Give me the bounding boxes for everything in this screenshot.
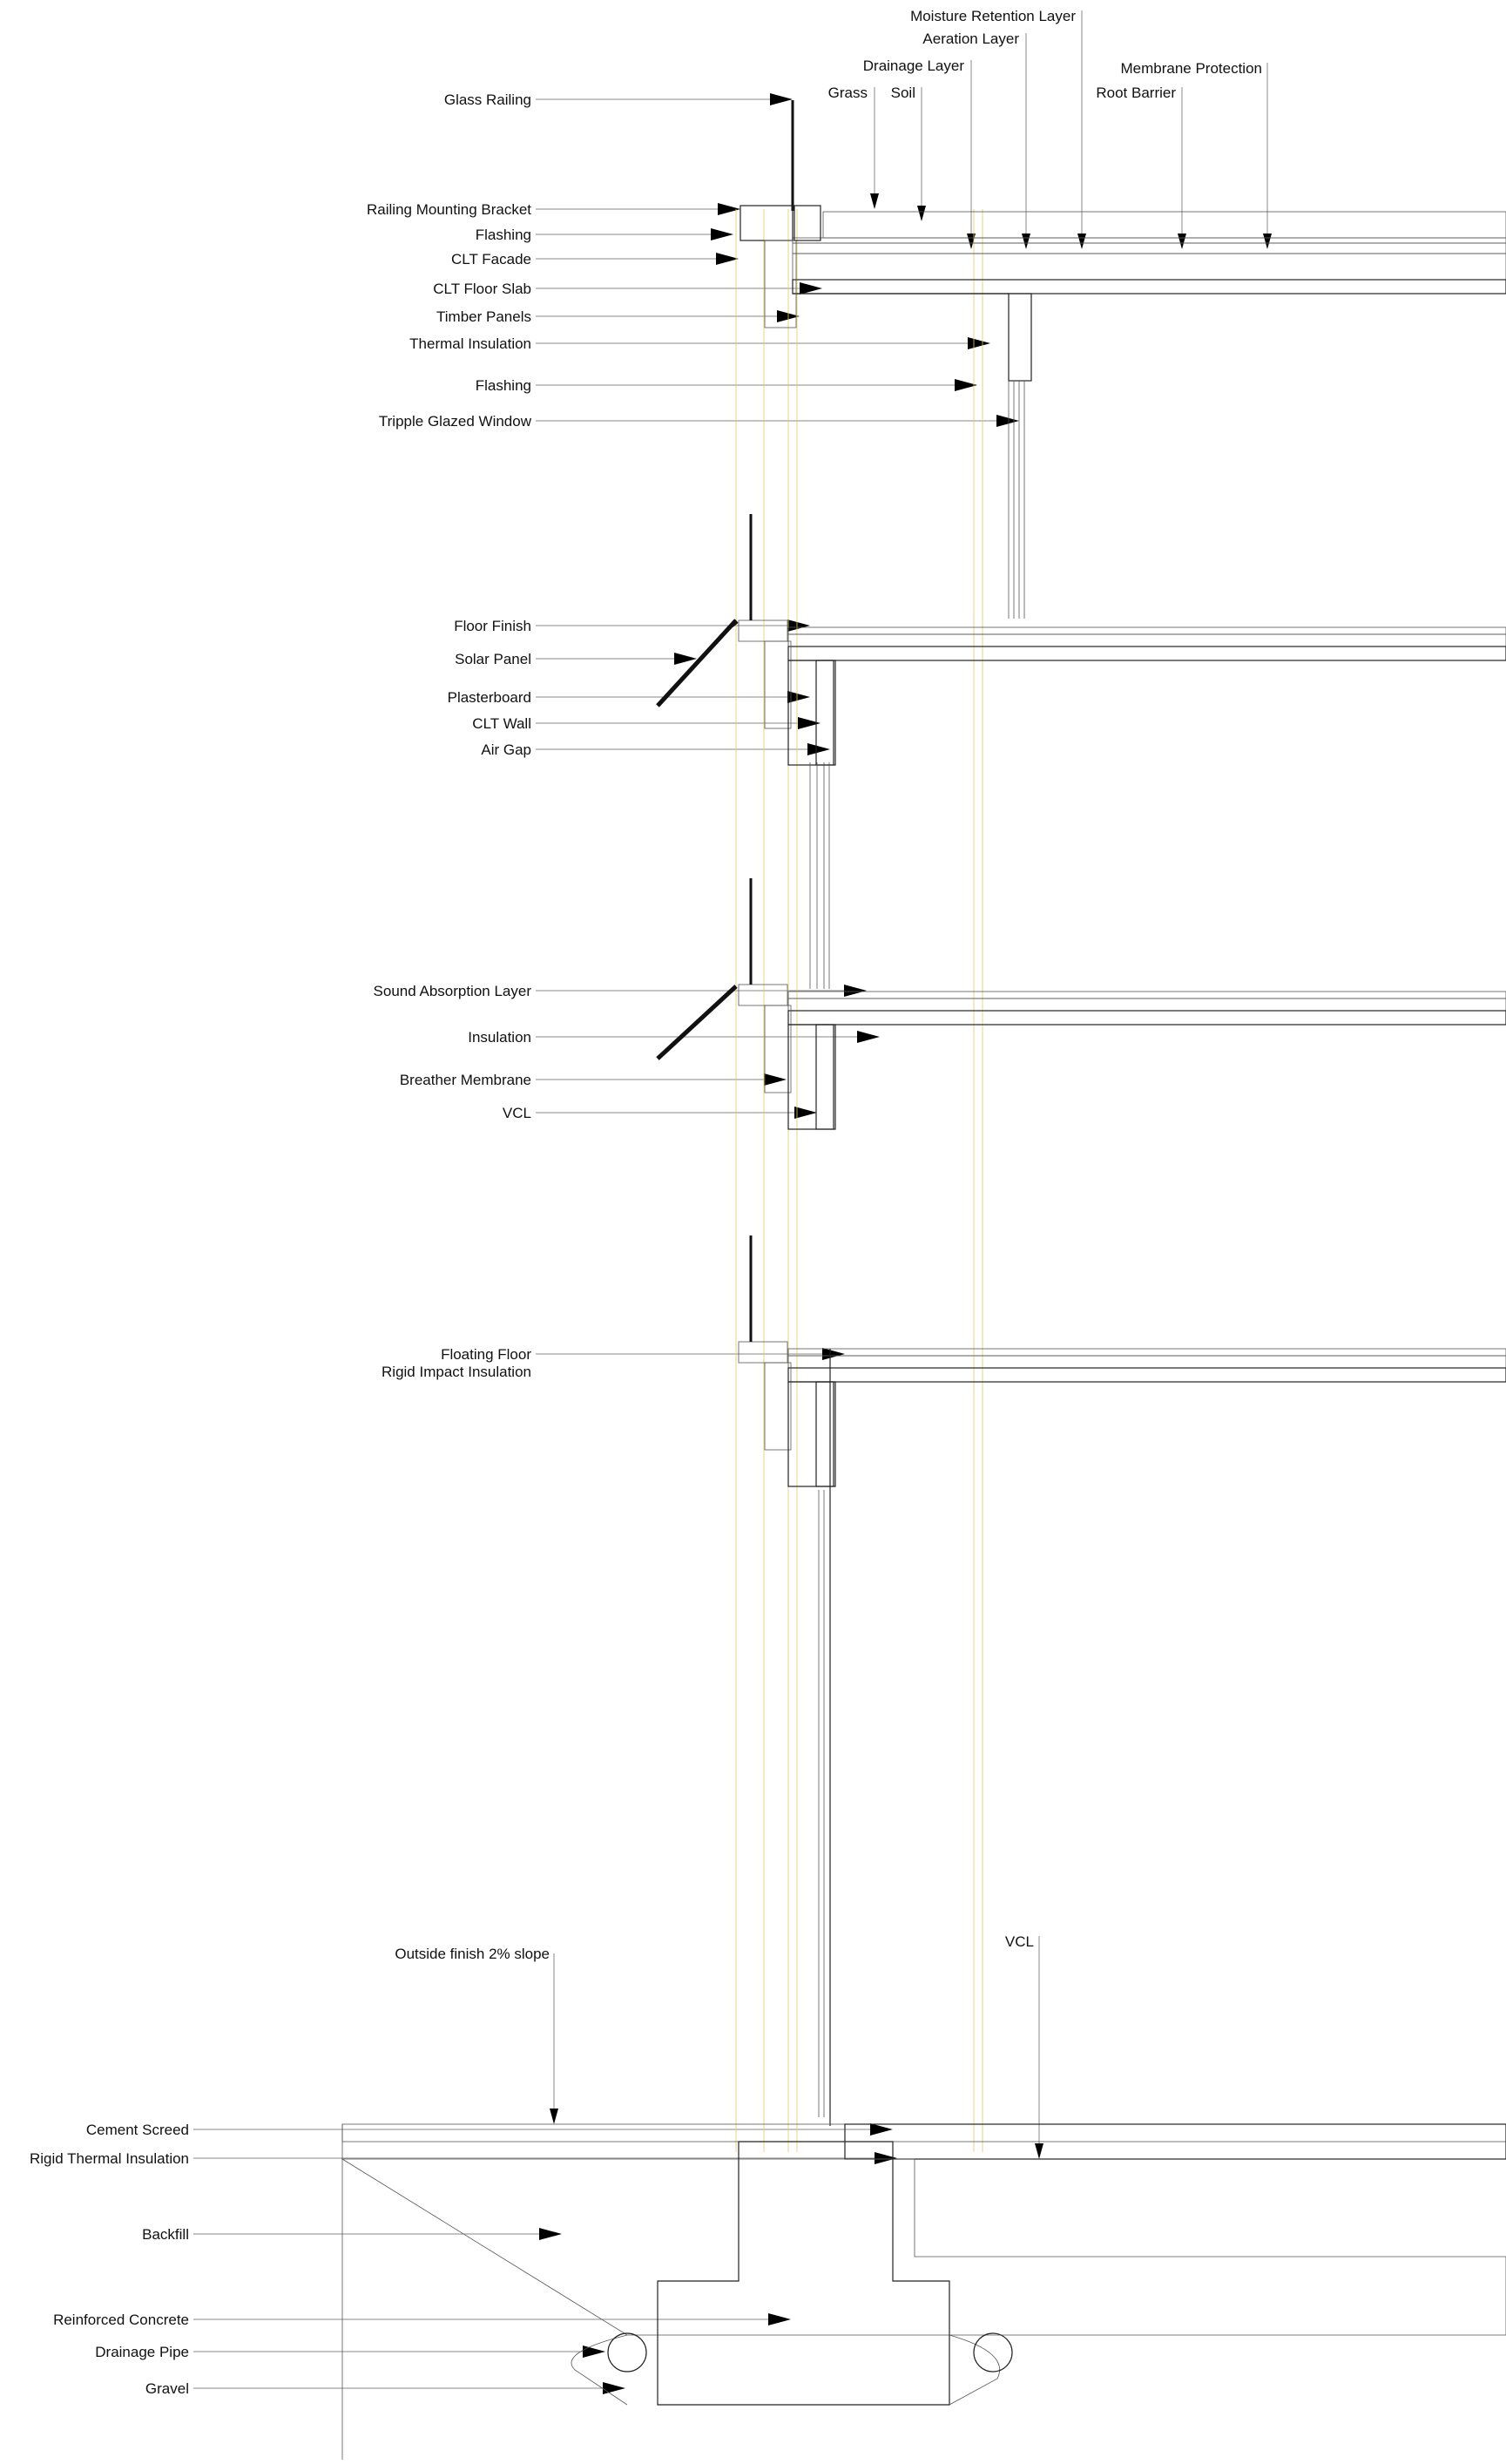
arrowhead-backfill bbox=[539, 2228, 562, 2240]
label-timber-panels: Timber Panels bbox=[436, 308, 531, 325]
arrowhead-gravel bbox=[603, 2382, 625, 2394]
label-clt-facade: CLT Facade bbox=[451, 251, 531, 267]
floor-2-edge bbox=[739, 985, 787, 1005]
arrowhead-tripple-glazed-window bbox=[996, 415, 1019, 427]
label-floor-finish: Floor Finish bbox=[454, 618, 531, 634]
solar-panel-1 bbox=[658, 620, 737, 706]
label-layer bbox=[30, 8, 1272, 2397]
arrowhead-aeration-layer bbox=[1022, 234, 1030, 249]
arrowhead-floor-finish bbox=[787, 619, 810, 632]
label-clt-wall: CLT Wall bbox=[472, 715, 531, 732]
arrowhead-railing-mounting-bracket bbox=[718, 203, 740, 215]
roof-insulation-layer bbox=[793, 254, 1506, 280]
solar-panel-2 bbox=[658, 986, 736, 1059]
label-moisture-retention-layer: Moisture Retention Layer bbox=[910, 8, 1076, 24]
label-backfill: Backfill bbox=[142, 2226, 189, 2243]
roof-window-head bbox=[1009, 294, 1031, 381]
label-air-gap: Air Gap bbox=[481, 741, 531, 758]
label-aeration-layer: Aeration Layer bbox=[922, 30, 1019, 47]
label-clt-floor-slab: CLT Floor Slab bbox=[433, 281, 531, 297]
label-outside-finish: Outside finish 2% slope bbox=[395, 1946, 550, 1962]
floor-3-facade-panel bbox=[765, 1363, 791, 1450]
drainage-pipe-left bbox=[608, 2333, 646, 2372]
label-membrane-protection: Membrane Protection bbox=[1120, 60, 1262, 77]
label-gravel: Gravel bbox=[145, 2380, 189, 2397]
floor-3-wall-insulation bbox=[788, 1382, 834, 1486]
label-breather-membrane: Breather Membrane bbox=[399, 1072, 531, 1088]
arrowhead-membrane-protection bbox=[1263, 234, 1272, 249]
floor-2-clt-slab bbox=[788, 1011, 1506, 1025]
arrowhead-cement-screed bbox=[870, 2123, 893, 2136]
label-root-barrier: Root Barrier bbox=[1096, 85, 1176, 101]
arrowhead-insulation bbox=[857, 1031, 880, 1043]
arrowhead-floating-floor bbox=[822, 1348, 845, 1360]
floor-2-clt-wall bbox=[816, 1025, 835, 1129]
floor-3-impact-insulation bbox=[788, 1356, 1506, 1368]
label-flashing-window: Flashing bbox=[475, 377, 531, 394]
label-rigid-impact-insulation: Rigid Impact Insulation bbox=[382, 1364, 531, 1380]
arrowhead-sound-absorption-layer bbox=[844, 985, 867, 997]
floor-1-clt-slab bbox=[788, 646, 1506, 660]
arrowhead-root-barrier bbox=[1178, 234, 1186, 249]
label-rigid-thermal-insulation: Rigid Thermal Insulation bbox=[30, 2150, 189, 2167]
label-tripple-glazed-window: Tripple Glazed Window bbox=[378, 413, 531, 430]
arrowhead-thermal-insulation bbox=[968, 337, 990, 349]
reinforced-concrete-footing bbox=[658, 2142, 949, 2405]
floor-1-edge bbox=[739, 620, 787, 641]
arrowhead-flashing-top bbox=[711, 228, 733, 240]
arrowhead-vcl-wall bbox=[794, 1107, 817, 1119]
structure-layer bbox=[342, 100, 1506, 2460]
roof-soil-layer bbox=[823, 212, 1506, 238]
label-soil: Soil bbox=[890, 85, 915, 101]
floor-2-finish bbox=[788, 992, 1506, 998]
arrowhead-outside-finish bbox=[550, 2109, 558, 2124]
label-glass-railing: Glass Railing bbox=[443, 91, 531, 108]
roof-drainage-layer bbox=[793, 243, 1506, 254]
parapet-flashing bbox=[794, 206, 821, 240]
label-thermal-insulation: Thermal Insulation bbox=[409, 335, 531, 352]
label-drainage-pipe: Drainage Pipe bbox=[95, 2344, 189, 2360]
floor-3-edge bbox=[739, 1342, 787, 1363]
label-sound-absorption-layer: Sound Absorption Layer bbox=[373, 983, 531, 999]
label-vcl-wall: VCL bbox=[502, 1105, 531, 1121]
backfill-mass bbox=[342, 2159, 1506, 2335]
label-railing-mounting-bracket: Railing Mounting Bracket bbox=[367, 201, 531, 218]
label-solar-panel: Solar Panel bbox=[455, 651, 531, 667]
arrowhead-clt-wall bbox=[798, 717, 821, 729]
label-insulation: Insulation bbox=[468, 1029, 531, 1046]
arrowhead-rigid-thermal-insulation bbox=[875, 2152, 897, 2164]
arrowhead-drainage-layer bbox=[967, 234, 976, 249]
floor-3-clt-wall bbox=[816, 1382, 835, 1486]
roof-clt-slab bbox=[793, 280, 1506, 294]
label-vcl-ground: VCL bbox=[1004, 1933, 1034, 1950]
arrowhead-soil bbox=[917, 206, 926, 221]
arrowhead-glass-railing bbox=[770, 93, 793, 105]
floor-2-impact-insulation bbox=[788, 998, 1506, 1011]
arrowhead-breather-membrane bbox=[764, 1073, 787, 1086]
arrowhead-drainage-pipe bbox=[583, 2346, 605, 2358]
label-plasterboard: Plasterboard bbox=[447, 689, 531, 706]
cement-screed bbox=[342, 2124, 1506, 2142]
floor-1-finish bbox=[788, 627, 1506, 634]
roof-membrane-layer bbox=[793, 238, 1506, 243]
floor-1-impact-insulation bbox=[788, 634, 1506, 646]
arrowhead-solar-panel bbox=[674, 653, 697, 665]
label-floating-floor: Floating Floor bbox=[441, 1346, 531, 1363]
drainage-pipe-right bbox=[974, 2333, 1012, 2372]
arrowhead-reinforced-concrete bbox=[768, 2313, 791, 2325]
arrowhead-moisture-retention-layer bbox=[1077, 234, 1086, 249]
label-reinforced-concrete: Reinforced Concrete bbox=[53, 2312, 189, 2328]
arrowhead-clt-floor-slab bbox=[800, 282, 822, 294]
label-grass: Grass bbox=[827, 85, 868, 101]
floor-3-finish bbox=[788, 1349, 1506, 1356]
label-cement-screed: Cement Screed bbox=[85, 2122, 189, 2138]
label-flashing-top: Flashing bbox=[475, 227, 531, 243]
parapet-bracket bbox=[740, 206, 793, 240]
arrowhead-air-gap bbox=[807, 743, 830, 755]
label-drainage-layer: Drainage Layer bbox=[862, 58, 964, 74]
floor-1-facade-panel bbox=[765, 641, 791, 728]
floor-3-clt-slab bbox=[788, 1368, 1506, 1382]
arrowhead-clt-facade bbox=[716, 253, 739, 265]
arrowhead-vcl-ground bbox=[1035, 2143, 1043, 2159]
arrowhead-grass bbox=[870, 193, 879, 209]
